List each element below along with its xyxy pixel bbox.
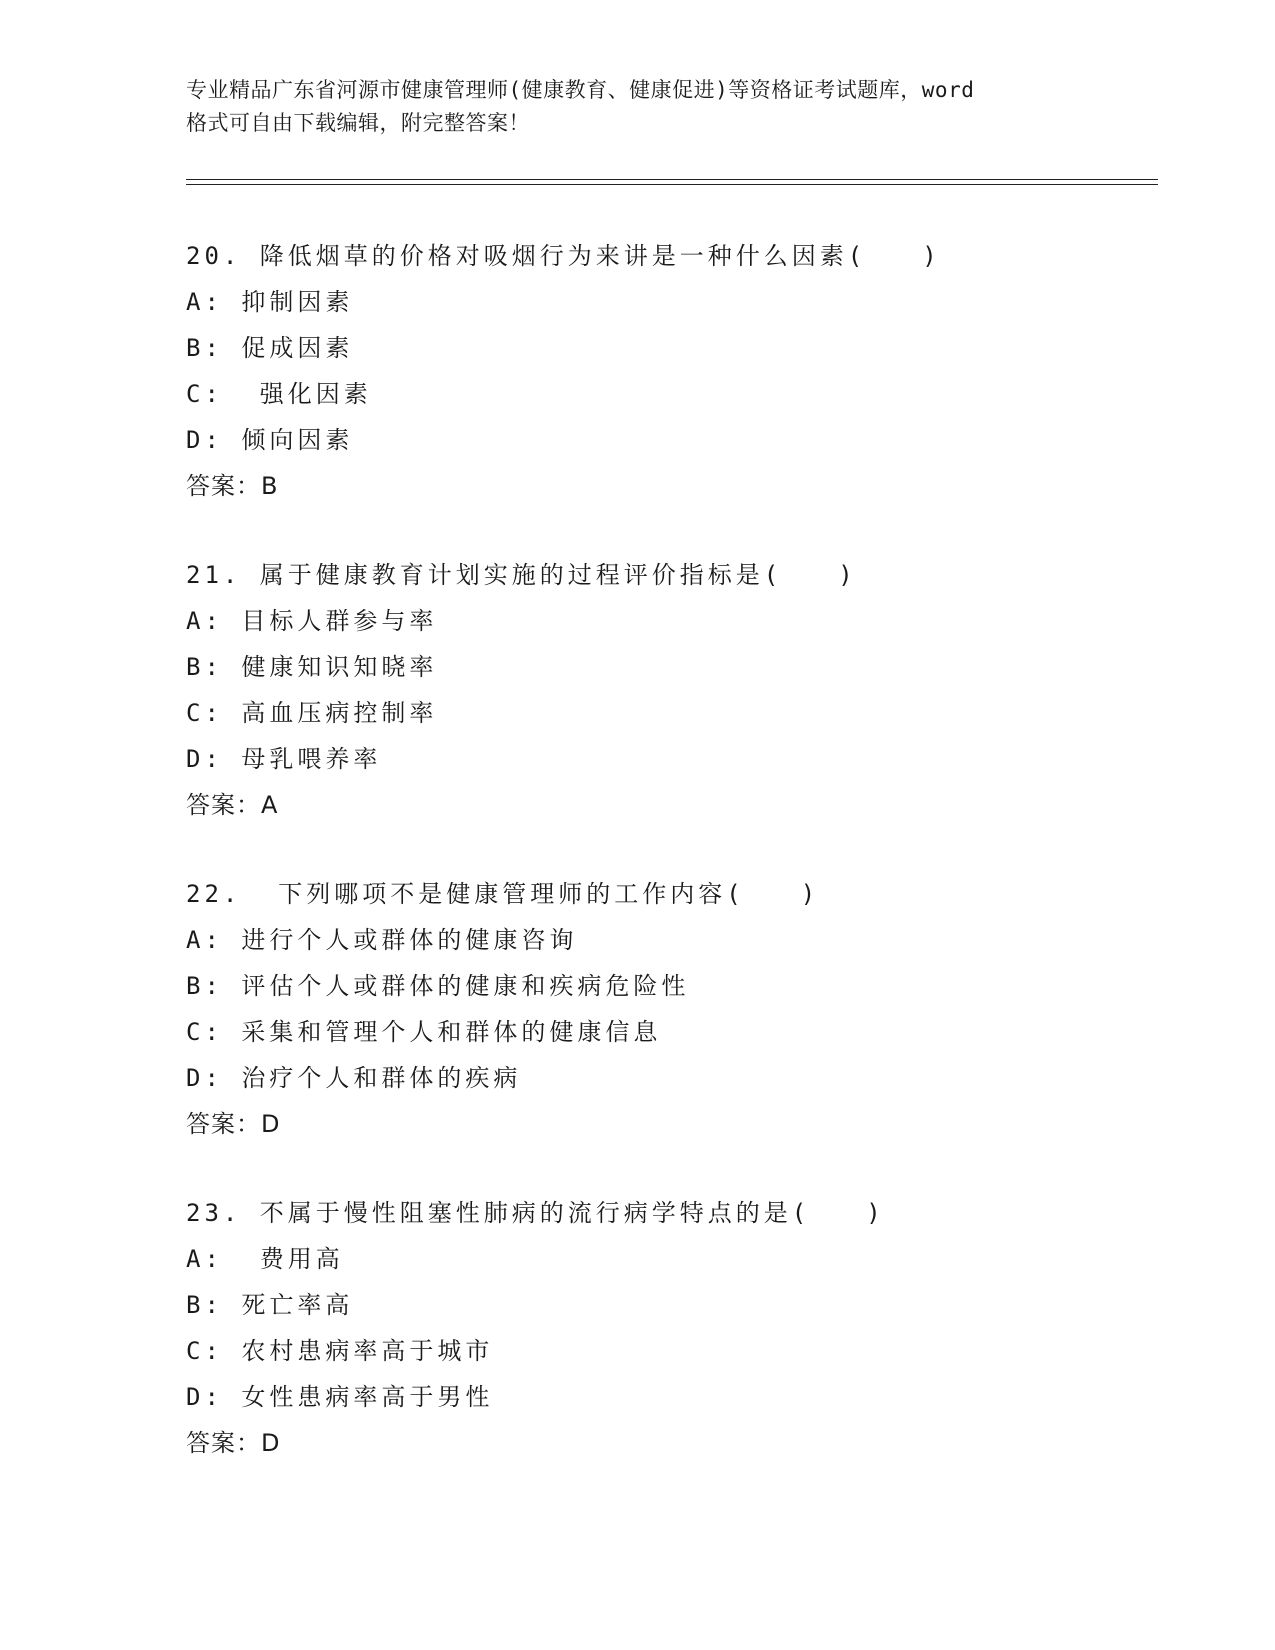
document-header [186, 74, 1086, 140]
option-d: D: 治疗个人和群体的疾病 [186, 1064, 522, 1092]
header-divider-bottom [186, 184, 1158, 185]
header-line-1: 专业精品广东省河源市健康管理师(健康教育、健康促进)等资格证考试题库，word [186, 78, 975, 102]
option-b: B: 死亡率高 [186, 1291, 354, 1319]
answer: 答案：D [186, 1429, 281, 1457]
option-b: B: 促成因素 [186, 334, 354, 362]
option-c: C: 采集和管理个人和群体的健康信息 [186, 1018, 662, 1046]
option-a: A: 抑制因素 [186, 288, 354, 316]
header-divider-top [186, 179, 1158, 180]
option-a: A: 进行个人或群体的健康咨询 [186, 926, 578, 954]
question-20 [186, 233, 1146, 509]
option-b: B: 健康知识知晓率 [186, 653, 438, 681]
header-line-2: 格式可自由下载编辑，附完整答案！ [186, 111, 530, 135]
option-a: A: 目标人群参与率 [186, 607, 438, 635]
option-c: C: 高血压病控制率 [186, 699, 438, 727]
question-stem: 23. 不属于慢性阻塞性肺病的流行病学特点的是( ) [186, 1199, 885, 1227]
answer: 答案：B [186, 472, 279, 500]
question-stem: 22. 下列哪项不是健康管理师的工作内容( ) [186, 880, 820, 908]
question-22 [186, 871, 1146, 1147]
answer: 答案：A [186, 791, 279, 819]
option-c: C: 强化因素 [186, 380, 372, 408]
option-a: A: 费用高 [186, 1245, 344, 1273]
question-23 [186, 1190, 1146, 1466]
option-b: B: 评估个人或群体的健康和疾病危险性 [186, 972, 690, 1000]
question-stem: 20. 降低烟草的价格对吸烟行为来讲是一种什么因素( ) [186, 242, 941, 270]
option-d: D: 母乳喂养率 [186, 745, 382, 773]
answer: 答案：D [186, 1110, 281, 1138]
question-21 [186, 552, 1146, 828]
option-c: C: 农村患病率高于城市 [186, 1337, 494, 1365]
option-d: D: 倾向因素 [186, 426, 354, 454]
option-d: D: 女性患病率高于男性 [186, 1383, 494, 1411]
question-stem: 21. 属于健康教育计划实施的过程评价指标是( ) [186, 561, 857, 589]
